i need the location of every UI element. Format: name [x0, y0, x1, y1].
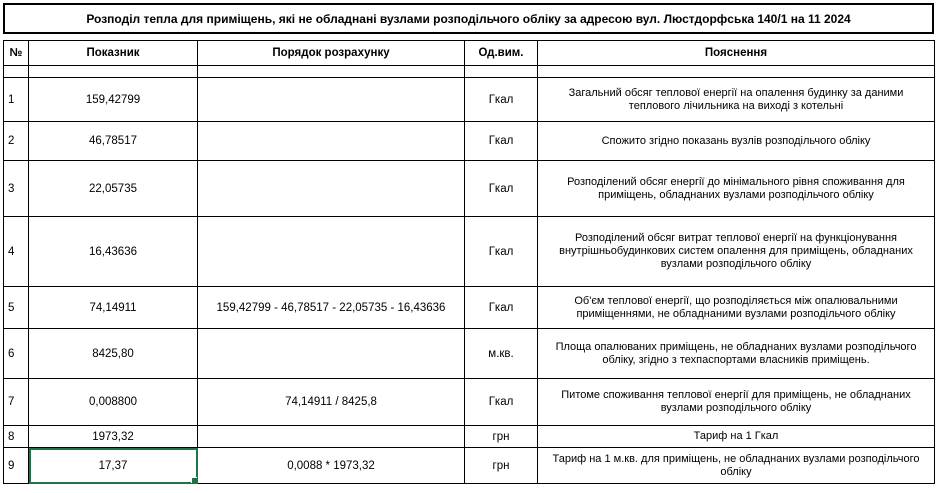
- indicator-cell[interactable]: 16,43636: [29, 217, 198, 287]
- indicator-cell[interactable]: 0,008800: [29, 379, 198, 426]
- header-indicator[interactable]: Показник: [29, 41, 198, 66]
- unit-cell[interactable]: Гкал: [465, 78, 538, 122]
- explanation-cell[interactable]: Питоме споживання теплової енергії для приміщень, не обладнаних вузлами розподільчого обліку: [538, 379, 935, 426]
- header-calc[interactable]: Порядок розрахунку: [198, 41, 465, 66]
- heat-distribution-table: [3, 40, 935, 484]
- row-num-cell[interactable]: 6: [4, 329, 29, 379]
- table-row: [4, 287, 935, 329]
- spacer-cell[interactable]: [465, 66, 538, 78]
- indicator-cell[interactable]: 159,42799: [29, 78, 198, 122]
- table-row: [4, 217, 935, 287]
- unit-cell[interactable]: м.кв.: [465, 329, 538, 379]
- row-num-cell[interactable]: 8: [4, 426, 29, 448]
- explanation-cell[interactable]: Об'єм теплової енергії, що розподіляється між опалювальними приміщеннями, не обладнаними вузлами розподільчого обліку: [538, 287, 935, 329]
- spacer-row: [4, 66, 935, 78]
- explanation-cell[interactable]: Розподілений обсяг енергії до мінімального рівня споживання для приміщень, обладнаних вузлами розподільчого обліку: [538, 161, 935, 217]
- row-num-cell[interactable]: 3: [4, 161, 29, 217]
- unit-cell[interactable]: Гкал: [465, 287, 538, 329]
- sheet-title[interactable]: Розподіл тепла для приміщень, які не обладнані вузлами розподільчого обліку за адресою вул. Люстдорфська 140/1 на 11 2024: [3, 3, 934, 34]
- table-row: [4, 379, 935, 426]
- calc-cell[interactable]: [198, 122, 465, 161]
- calc-cell[interactable]: 74,14911 / 8425,8: [198, 379, 465, 426]
- unit-cell[interactable]: грн: [465, 448, 538, 484]
- calc-cell[interactable]: [198, 426, 465, 448]
- calc-cell[interactable]: [198, 217, 465, 287]
- indicator-cell[interactable]: 74,14911: [29, 287, 198, 329]
- table-row: [4, 329, 935, 379]
- explanation-cell[interactable]: Спожито згідно показань вузлів розподільчого обліку: [538, 122, 935, 161]
- indicator-cell[interactable]: 22,05735: [29, 161, 198, 217]
- header-unit[interactable]: Од.вим.: [465, 41, 538, 66]
- explanation-cell[interactable]: Розподілений обсяг витрат теплової енергії на функціонування внутрішньобудинкових систем опалення для приміщень, обладнаних вузлами розподільчого обліку: [538, 217, 935, 287]
- row-num-cell[interactable]: 7: [4, 379, 29, 426]
- explanation-cell[interactable]: Тариф на 1 Гкал: [538, 426, 935, 448]
- row-num-cell[interactable]: 1: [4, 78, 29, 122]
- header-row: [4, 41, 935, 66]
- explanation-cell[interactable]: Площа опалюваних приміщень, не обладнаних вузлами розподільчого обліку, згідно з техпаспортами власників приміщень.: [538, 329, 935, 379]
- calc-cell[interactable]: [198, 78, 465, 122]
- calc-cell[interactable]: 0,0088 * 1973,32: [198, 448, 465, 484]
- table-row: [4, 122, 935, 161]
- indicator-value: 17,37: [98, 459, 128, 472]
- indicator-cell[interactable]: 46,78517: [29, 122, 198, 161]
- spacer-cell[interactable]: [198, 66, 465, 78]
- indicator-cell[interactable]: 8425,80: [29, 329, 198, 379]
- row-num-cell[interactable]: 4: [4, 217, 29, 287]
- row-num-cell[interactable]: 2: [4, 122, 29, 161]
- indicator-cell[interactable]: 1973,32: [29, 426, 198, 448]
- fill-handle[interactable]: [191, 477, 198, 484]
- unit-cell[interactable]: Гкал: [465, 161, 538, 217]
- spacer-cell[interactable]: [4, 66, 29, 78]
- unit-cell[interactable]: Гкал: [465, 379, 538, 426]
- explanation-cell[interactable]: Загальний обсяг теплової енергії на опалення будинку за даними теплового лічильника на виході з котельні: [538, 78, 935, 122]
- spacer-cell[interactable]: [538, 66, 935, 78]
- spacer-cell[interactable]: [29, 66, 198, 78]
- table-row: [4, 78, 935, 122]
- calc-cell[interactable]: [198, 161, 465, 217]
- table-row: [4, 448, 935, 484]
- unit-cell[interactable]: грн: [465, 426, 538, 448]
- row-num-cell[interactable]: 9: [4, 448, 29, 484]
- unit-cell[interactable]: Гкал: [465, 217, 538, 287]
- table-row: [4, 426, 935, 448]
- row-num-cell[interactable]: 5: [4, 287, 29, 329]
- explanation-cell[interactable]: Тариф на 1 м.кв. для приміщень, не обладнаних вузлами розподільчого обліку: [538, 448, 935, 484]
- header-expl[interactable]: Пояснення: [538, 41, 935, 66]
- header-num[interactable]: №: [4, 41, 29, 66]
- table-row: [4, 161, 935, 217]
- calc-cell[interactable]: 159,42799 - 46,78517 - 22,05735 - 16,43636: [198, 287, 465, 329]
- calc-cell[interactable]: [198, 329, 465, 379]
- indicator-cell-selected[interactable]: [29, 448, 198, 484]
- unit-cell[interactable]: Гкал: [465, 122, 538, 161]
